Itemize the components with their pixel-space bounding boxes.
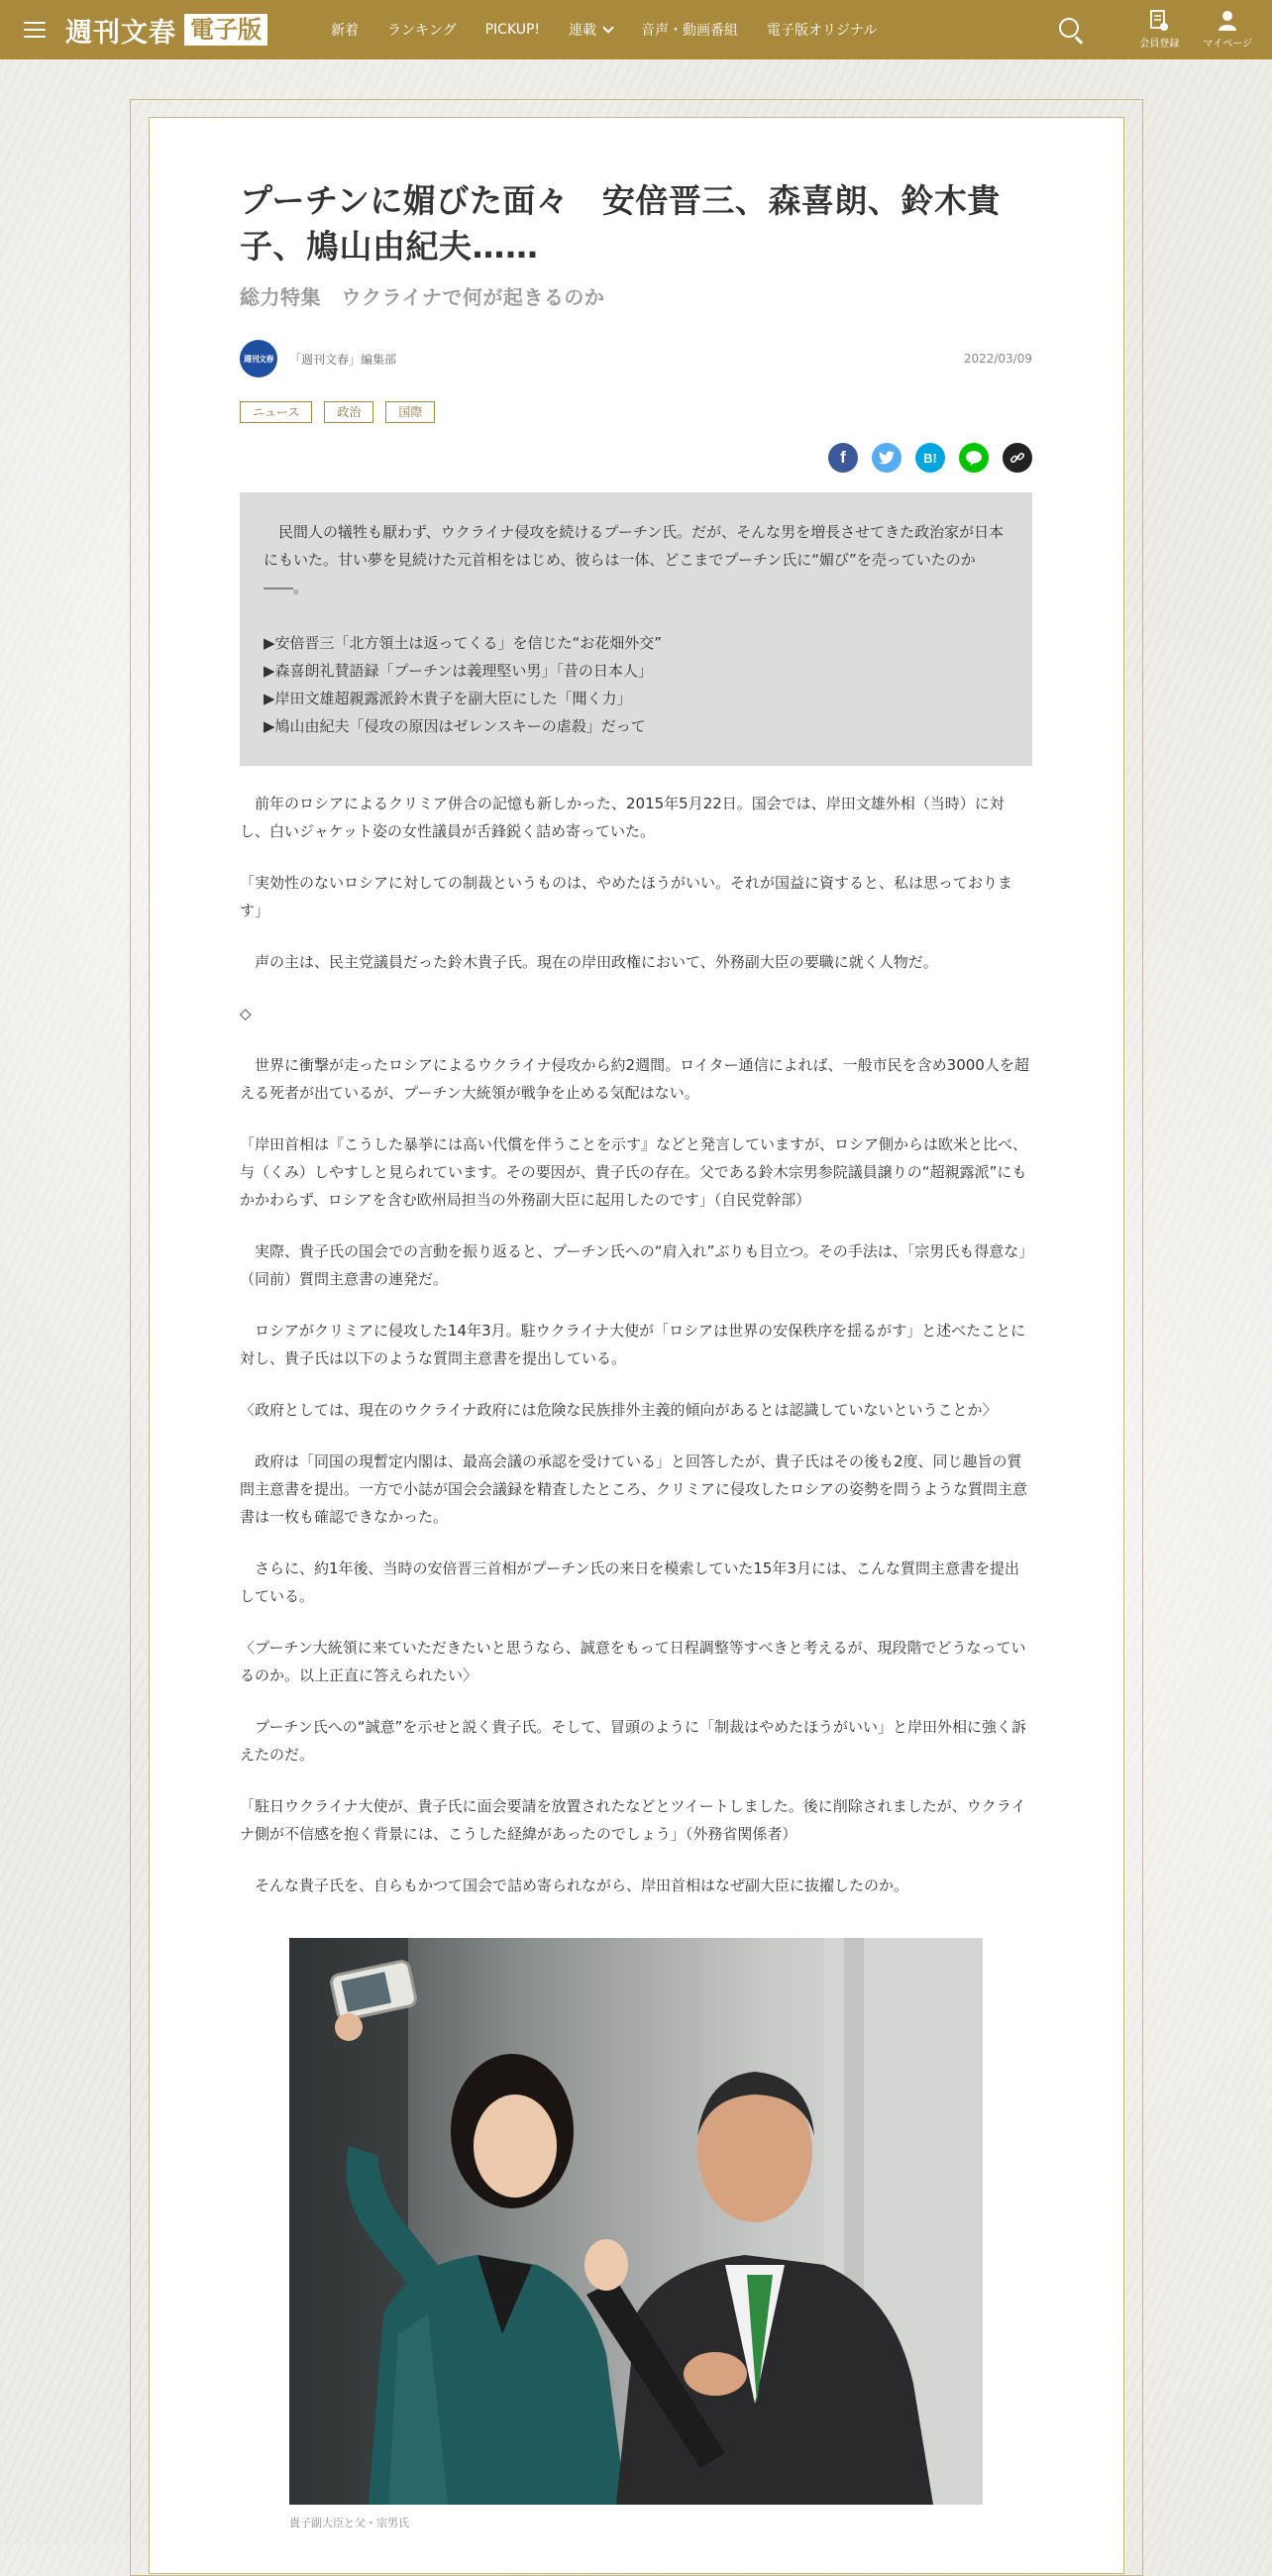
nav-item-original[interactable]: 電子版オリジナル [767, 23, 878, 39]
section-divider: ◇ [240, 1005, 252, 1022]
paragraph: 実際、貴子氏の国会での言動を振り返ると、プーチン氏への“肩入れ”ぶりも目立つ。その手法は、「宗男氏も得意な」（同前）質問主意書の連発だ。 [240, 1242, 1026, 1288]
register-button[interactable] [1139, 10, 1179, 50]
site-logo[interactable] [65, 11, 267, 50]
main-nav [331, 20, 905, 40]
mypage-button[interactable] [1203, 10, 1252, 50]
nav-item-ranking[interactable]: ランキング [387, 23, 457, 39]
highlight-item: ▶安倍晋三「北方領土は返ってくる」を信じた“お花畑外交” [264, 634, 663, 652]
avatar[interactable]: 週刊文春 [240, 340, 277, 377]
site-header [0, 0, 1272, 59]
article-body [240, 790, 1032, 1899]
hatena-share-button[interactable] [915, 443, 945, 473]
tag-politics[interactable]: 政治 [324, 401, 373, 423]
lead-box [240, 492, 1032, 766]
paragraph: プーチン氏への“誠意”を示せと説く貴子氏。そして、冒頭のように「制裁はやめたほうがいい」と岸田外相に強く訴えたのだ。 [240, 1718, 1027, 1764]
article-subtitle: 総力特集 ウクライナで何が起きるのか [240, 285, 605, 309]
line-share-button[interactable] [959, 443, 989, 473]
nav-item-serial-label: 連載 [569, 23, 597, 39]
byline [240, 340, 1032, 377]
page-title: プーチンに媚びた面々 安倍晋三、森喜朗、鈴木貴子、鳩山由紀夫…… [240, 181, 1001, 266]
tag-news[interactable]: ニュース [240, 401, 312, 423]
nav-item-serial[interactable] [569, 20, 612, 40]
user-icon [1218, 10, 1237, 32]
twitter-share-button[interactable] [872, 443, 901, 473]
highlight-item: ▶森喜朗礼賛語録「プーチンは義理堅い男」「昔の日本人」 [264, 662, 653, 680]
register-icon [1149, 10, 1169, 32]
share-buttons [240, 443, 1032, 473]
tag-international[interactable]: 国際 [385, 401, 435, 423]
nav-item-audio-video[interactable]: 音声・動画番組 [641, 23, 739, 39]
paragraph: ロシアがクリミアに侵攻した14年3月。駐ウクライナ大使が「ロシアは世界の安保秩序を揺るがす」と述べたことに対し、貴子氏は以下のような質問主意書を提出している。 [240, 1322, 1026, 1367]
highlight-item: ▶鳩山由紀夫「侵攻の原因はゼレンスキーの虐殺」だって [264, 717, 646, 735]
facebook-icon: f [840, 448, 846, 467]
photo-caption: 貴子副大臣と父・宗男氏 [289, 2517, 409, 2529]
article-photo[interactable] [289, 1938, 983, 2505]
paragraph: 「駐日ウクライナ大使が、貴子氏に面会要請を放置されたなどとツイートしました。後に削除されましたが、ウクライナ側が不信感を抱く背景には、こうした経緯があったのでしょう」（外務省関係者） [240, 1797, 1026, 1843]
photo-illustration [289, 1938, 983, 2505]
paragraph: 声の主は、民主党議員だった鈴木貴子氏。現在の岸田政権において、外務副大臣の要職に就く人物だ。 [255, 953, 938, 971]
lead-text: 民間人の犠牲も厭わず、ウクライナ侵攻を続けるプーチン氏。だが、そんな男を増長させてきた政治家が日本にもいた。甘い夢を見続けた元首相をはじめ、彼らは一体、どこまでプーチン氏に“媚び”を売っていたのか――。 [264, 523, 1005, 596]
paragraph: 「岸田首相は『こうした暴挙には高い代償を伴うことを示す』などと発言していますが、ロシア側からは欧米と比べ、与（くみ）しやすしと見られています。その要因が、貴子氏の存在。父である鈴木宗男参院議員譲りの“超親露派”にもかかわらず、ロシアを含む欧州局担当の外務副大臣に起用したのです」（自民党幹部） [240, 1135, 1028, 1209]
link-icon [1009, 450, 1025, 466]
menu-icon[interactable] [24, 22, 46, 38]
copy-link-button[interactable] [1003, 443, 1032, 473]
logo-edition: 電子版 [184, 14, 267, 46]
paragraph: 〈政府としては、現在のウクライナ政府には危険な民族排外主義的傾向があるとは認識していないということか〉 [240, 1401, 998, 1419]
nav-item-new[interactable]: 新着 [331, 23, 359, 39]
tag-list [240, 401, 1032, 423]
paragraph: 「実効性のないロシアに対しての制裁というものは、やめたほうがいい。それが国益に資すると、私は思っております」 [240, 874, 1013, 919]
search-icon[interactable] [1056, 15, 1086, 45]
line-icon [965, 450, 983, 466]
highlight-list [264, 629, 1008, 740]
mypage-label: マイページ [1203, 39, 1252, 50]
paragraph: 政府は「同国の現暫定内閣は、最高会議の承認を受けている」と回答したが、貴子氏はその後も2度、同じ趣旨の質問主意書を提出。一方で小誌が国会会議録を精査したところ、クリミアに侵攻したロシアの姿勢を問うような質問主意書は一枚も確認できなかった。 [240, 1452, 1028, 1526]
hatena-icon: B! [923, 450, 937, 466]
paragraph: そんな貴子氏を、自らもかつて国会で詰め寄られながら、岸田首相はなぜ副大臣に抜擢したのか。 [255, 1877, 909, 1894]
twitter-icon [879, 451, 895, 465]
logo-brand: 週刊文春 [65, 17, 176, 49]
nav-item-pickup[interactable]: PICKUP! [484, 22, 541, 38]
facebook-share-button[interactable] [828, 443, 858, 473]
highlight-item: ▶岸田文雄超親露派鈴木貴子を副大臣にした「聞く力」 [264, 690, 632, 707]
article [240, 178, 1032, 2529]
paragraph: 〈プーチン大統領に来ていただきたいと思うなら、誠意をもって日程調整等すべきと考えるが、現段階でどうなっているのか。以上正直に答えられたい〉 [240, 1639, 1026, 1684]
chevron-down-icon [602, 22, 613, 33]
author-name[interactable]: 「週刊文春」編集部 [289, 352, 397, 367]
paragraph: さらに、約1年後、当時の安倍晋三首相がプーチン氏の来日を模索していた15年3月には、こんな質問主意書を提出している。 [240, 1559, 1019, 1605]
publish-date: 2022/03/09 [963, 352, 1032, 366]
paragraph: 世界に衝撃が走ったロシアによるウクライナ侵攻から約2週間。ロイター通信によれば、一般市民を含め3000人を超える死者が出ているが、プーチン大統領が戦争を止める気配はない。 [240, 1056, 1029, 1102]
register-label: 会員登録 [1139, 39, 1180, 50]
paragraph: 前年のロシアによるクリミア併合の記憶も新しかった、2015年5月22日。国会では、岸田文雄外相（当時）に対し、白いジャケット姿の女性議員が舌鋒鋭く詰め寄っていた。 [240, 795, 1005, 840]
